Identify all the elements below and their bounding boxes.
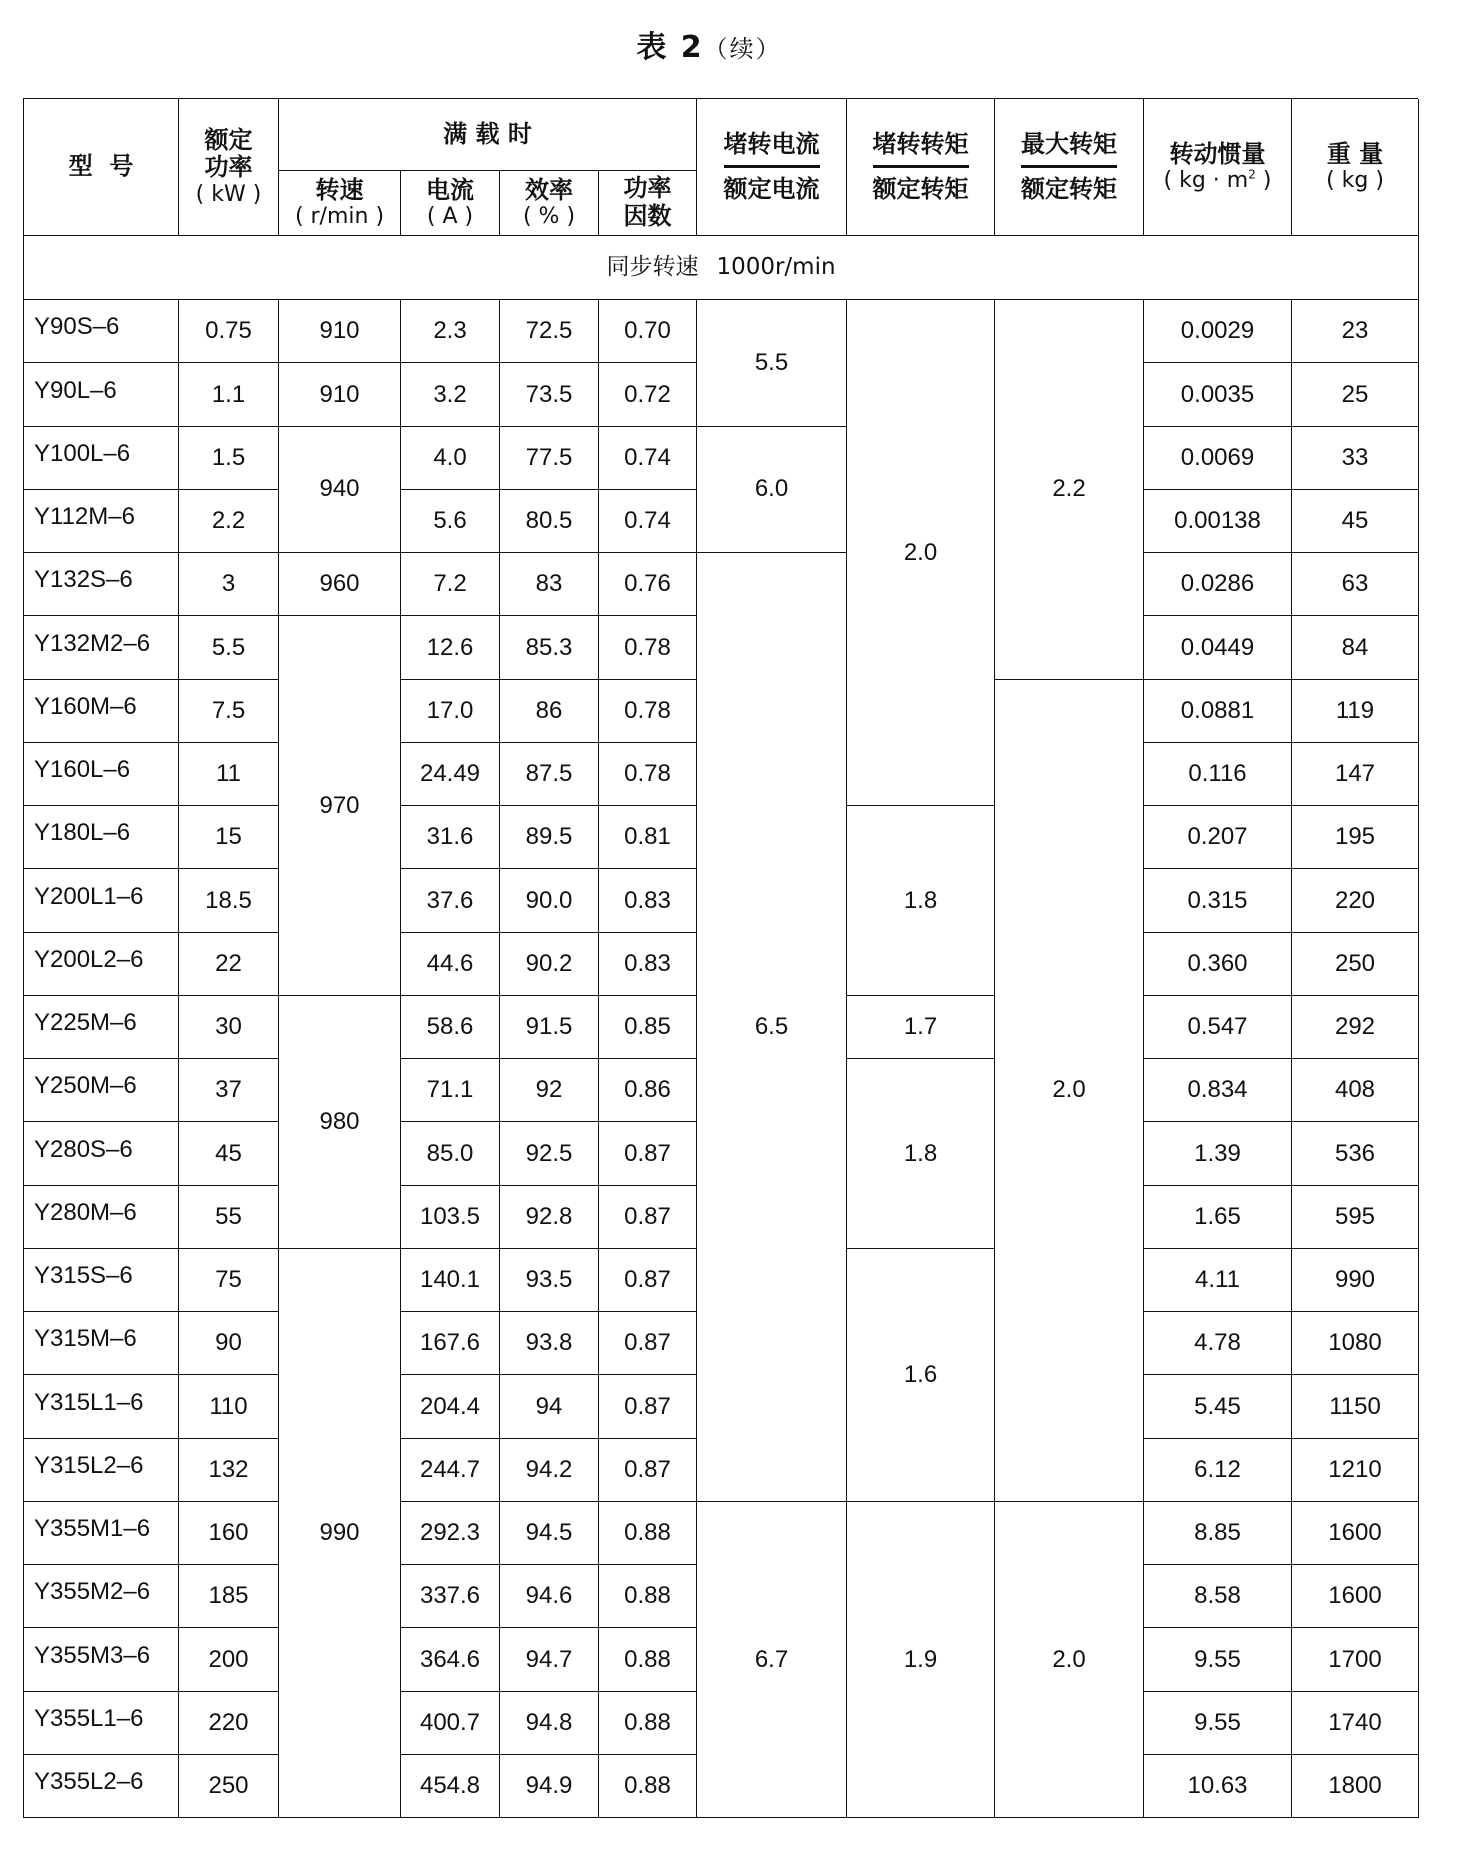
cell-rated-power: 11 xyxy=(179,743,279,806)
cell-power-factor: 0.70 xyxy=(599,300,697,363)
cell-rated-power: 90 xyxy=(179,1312,279,1375)
cell-current: 292.3 xyxy=(401,1502,500,1565)
cell-max-torque-ratio: 2.2 xyxy=(995,300,1144,680)
cell-current: 204.4 xyxy=(401,1375,500,1438)
header-power-factor xyxy=(599,171,697,236)
cell-rated-power: 18.5 xyxy=(179,869,279,932)
cell-weight: 292 xyxy=(1292,996,1419,1059)
cell-speed: 910 xyxy=(279,300,401,363)
cell-rated-power: 185 xyxy=(179,1565,279,1628)
header-locked-current-ratio xyxy=(697,99,847,236)
cell-weight: 84 xyxy=(1292,616,1419,679)
cell-model: Y315M–6 xyxy=(24,1312,179,1375)
cell-model: Y315S–6 xyxy=(24,1249,179,1312)
cell-model: Y200L1–6 xyxy=(24,869,179,932)
cell-speed: 980 xyxy=(279,996,401,1249)
cell-inertia: 1.39 xyxy=(1144,1122,1292,1185)
header-rated-power-line2: 功率 xyxy=(204,153,253,182)
cell-rated-power: 200 xyxy=(179,1628,279,1691)
cell-inertia: 6.12 xyxy=(1144,1439,1292,1502)
cell-speed: 990 xyxy=(279,1249,401,1818)
cell-weight: 990 xyxy=(1292,1249,1419,1312)
cell-locked-current-ratio: 6.0 xyxy=(697,427,847,554)
cell-rated-power: 132 xyxy=(179,1439,279,1502)
cell-current: 244.7 xyxy=(401,1439,500,1502)
cell-inertia: 4.11 xyxy=(1144,1249,1292,1312)
header-rated-power-line1: 额定 xyxy=(204,125,253,154)
cell-locked-torque-ratio: 1.9 xyxy=(847,1502,995,1818)
cell-current: 17.0 xyxy=(401,680,500,743)
cell-inertia: 0.360 xyxy=(1144,933,1292,996)
section-sync-speed xyxy=(24,236,1419,300)
cell-weight: 220 xyxy=(1292,869,1419,932)
cell-model: Y355L2–6 xyxy=(24,1755,179,1818)
cell-current: 37.6 xyxy=(401,869,500,932)
cell-weight: 1700 xyxy=(1292,1628,1419,1691)
cell-rated-power: 15 xyxy=(179,806,279,869)
cell-current: 24.49 xyxy=(401,743,500,806)
cell-model: Y200L2–6 xyxy=(24,933,179,996)
cell-weight: 1600 xyxy=(1292,1502,1419,1565)
cell-rated-power: 5.5 xyxy=(179,616,279,679)
cell-rated-power: 1.1 xyxy=(179,363,279,426)
cell-efficiency: 83 xyxy=(500,553,599,616)
cell-rated-power: 37 xyxy=(179,1059,279,1122)
header-efficiency-unit: ( % ) xyxy=(522,204,576,230)
header-full-load xyxy=(279,99,697,171)
cell-efficiency: 92 xyxy=(500,1059,599,1122)
cell-rated-power: 0.75 xyxy=(179,300,279,363)
cell-power-factor: 0.85 xyxy=(599,996,697,1059)
header-max-torque-numerator: 最大转矩 xyxy=(1021,131,1117,168)
header-model xyxy=(24,99,179,236)
table-title xyxy=(0,22,1418,66)
cell-efficiency: 94.6 xyxy=(500,1565,599,1628)
cell-locked-current-ratio: 5.5 xyxy=(697,300,847,427)
header-locked-torque-denominator: 额定转矩 xyxy=(872,174,969,203)
cell-rated-power: 7.5 xyxy=(179,680,279,743)
cell-weight: 1800 xyxy=(1292,1755,1419,1818)
cell-weight: 33 xyxy=(1292,427,1419,490)
cell-model: Y90S–6 xyxy=(24,300,179,363)
cell-rated-power: 75 xyxy=(179,1249,279,1312)
cell-power-factor: 0.81 xyxy=(599,806,697,869)
cell-model: Y355M3–6 xyxy=(24,1628,179,1691)
header-current-label: 电流 xyxy=(426,175,474,204)
cell-current: 7.2 xyxy=(401,553,500,616)
header-speed xyxy=(279,171,401,236)
cell-power-factor: 0.88 xyxy=(599,1628,697,1691)
header-locked-current-denominator: 额定电流 xyxy=(723,174,820,203)
cell-model: Y132S–6 xyxy=(24,553,179,616)
cell-rated-power: 22 xyxy=(179,933,279,996)
cell-power-factor: 0.78 xyxy=(599,616,697,679)
cell-power-factor: 0.88 xyxy=(599,1565,697,1628)
header-rated-power xyxy=(179,99,279,236)
cell-inertia: 1.65 xyxy=(1144,1186,1292,1249)
cell-speed: 970 xyxy=(279,616,401,996)
cell-efficiency: 73.5 xyxy=(500,363,599,426)
table-title-continued: （续） xyxy=(703,35,782,63)
cell-inertia: 0.315 xyxy=(1144,869,1292,932)
cell-model: Y250M–6 xyxy=(24,1059,179,1122)
cell-weight: 25 xyxy=(1292,363,1419,426)
header-speed-unit: ( r/min ) xyxy=(294,204,385,230)
cell-locked-current-ratio: 6.7 xyxy=(697,1502,847,1818)
header-max-torque-denominator: 额定转矩 xyxy=(1021,174,1117,203)
cell-model: Y160M–6 xyxy=(24,680,179,743)
header-inertia xyxy=(1144,99,1292,236)
cell-rated-power: 2.2 xyxy=(179,490,279,553)
cell-model: Y180L–6 xyxy=(24,806,179,869)
cell-efficiency: 93.8 xyxy=(500,1312,599,1375)
section-sync-speed-value: 1000r/min xyxy=(716,254,836,281)
cell-model: Y315L1–6 xyxy=(24,1375,179,1438)
cell-efficiency: 94.7 xyxy=(500,1628,599,1691)
cell-current: 140.1 xyxy=(401,1249,500,1312)
cell-max-torque-ratio: 2.0 xyxy=(995,1502,1144,1818)
cell-weight: 119 xyxy=(1292,680,1419,743)
cell-power-factor: 0.88 xyxy=(599,1502,697,1565)
cell-current: 103.5 xyxy=(401,1186,500,1249)
header-inertia-unit-end: ) xyxy=(1255,168,1272,194)
header-max-torque-ratio xyxy=(995,99,1144,236)
header-full-load-label: 满 载 时 xyxy=(443,119,532,148)
header-rated-power-unit: ( kW ) xyxy=(195,181,262,207)
header-model-label: 型 号 xyxy=(68,152,134,181)
header-weight-unit: ( kg ) xyxy=(1326,168,1384,194)
cell-power-factor: 0.83 xyxy=(599,869,697,932)
cell-inertia: 9.55 xyxy=(1144,1628,1292,1691)
header-inertia-unit xyxy=(1164,168,1272,193)
cell-locked-current-ratio: 6.5 xyxy=(697,553,847,1502)
header-power-factor-line2: 因数 xyxy=(623,202,672,230)
cell-model: Y355M1–6 xyxy=(24,1502,179,1565)
header-inertia-unit-text: ( kg · m xyxy=(1163,168,1249,194)
header-current-unit: ( A ) xyxy=(426,204,474,230)
cell-efficiency: 90.0 xyxy=(500,869,599,932)
cell-model: Y112M–6 xyxy=(24,490,179,553)
cell-weight: 45 xyxy=(1292,490,1419,553)
cell-power-factor: 0.76 xyxy=(599,553,697,616)
cell-efficiency: 77.5 xyxy=(500,427,599,490)
cell-weight: 1600 xyxy=(1292,1565,1419,1628)
cell-inertia: 0.547 xyxy=(1144,996,1292,1059)
cell-model: Y280M–6 xyxy=(24,1186,179,1249)
cell-model: Y90L–6 xyxy=(24,363,179,426)
cell-weight: 195 xyxy=(1292,806,1419,869)
cell-weight: 63 xyxy=(1292,553,1419,616)
header-power-factor-line1: 功率 xyxy=(623,174,672,203)
table-title-main: 表 2 xyxy=(636,30,704,65)
cell-efficiency: 90.2 xyxy=(500,933,599,996)
cell-power-factor: 0.83 xyxy=(599,933,697,996)
cell-weight: 1740 xyxy=(1292,1692,1419,1755)
cell-rated-power: 55 xyxy=(179,1186,279,1249)
cell-current: 4.0 xyxy=(401,427,500,490)
cell-current: 167.6 xyxy=(401,1312,500,1375)
cell-rated-power: 110 xyxy=(179,1375,279,1438)
header-efficiency-label: 效率 xyxy=(525,175,573,204)
header-current xyxy=(401,171,500,236)
cell-efficiency: 85.3 xyxy=(500,616,599,679)
cell-rated-power: 160 xyxy=(179,1502,279,1565)
cell-weight: 1080 xyxy=(1292,1312,1419,1375)
cell-model: Y225M–6 xyxy=(24,996,179,1059)
cell-efficiency: 94 xyxy=(500,1375,599,1438)
cell-inertia: 9.55 xyxy=(1144,1692,1292,1755)
cell-weight: 250 xyxy=(1292,933,1419,996)
cell-locked-torque-ratio: 1.7 xyxy=(847,996,995,1059)
cell-locked-torque-ratio: 1.8 xyxy=(847,806,995,996)
header-weight xyxy=(1292,99,1419,236)
cell-inertia: 5.45 xyxy=(1144,1375,1292,1438)
cell-weight: 147 xyxy=(1292,743,1419,806)
cell-inertia: 4.78 xyxy=(1144,1312,1292,1375)
cell-efficiency: 94.8 xyxy=(500,1692,599,1755)
cell-inertia: 8.58 xyxy=(1144,1565,1292,1628)
header-inertia-unit-sup: 2 xyxy=(1248,167,1256,182)
cell-current: 85.0 xyxy=(401,1122,500,1185)
motor-spec-table xyxy=(23,98,1418,1818)
cell-power-factor: 0.87 xyxy=(599,1312,697,1375)
cell-rated-power: 30 xyxy=(179,996,279,1059)
cell-speed: 910 xyxy=(279,363,401,426)
cell-inertia: 0.116 xyxy=(1144,743,1292,806)
cell-inertia: 0.0881 xyxy=(1144,680,1292,743)
cell-model: Y280S–6 xyxy=(24,1122,179,1185)
cell-efficiency: 94.2 xyxy=(500,1439,599,1502)
cell-inertia: 0.0286 xyxy=(1144,553,1292,616)
cell-rated-power: 250 xyxy=(179,1755,279,1818)
cell-current: 337.6 xyxy=(401,1565,500,1628)
cell-power-factor: 0.87 xyxy=(599,1122,697,1185)
cell-efficiency: 92.8 xyxy=(500,1186,599,1249)
cell-current: 71.1 xyxy=(401,1059,500,1122)
cell-speed: 940 xyxy=(279,427,401,554)
cell-power-factor: 0.74 xyxy=(599,427,697,490)
cell-rated-power: 3 xyxy=(179,553,279,616)
cell-efficiency: 87.5 xyxy=(500,743,599,806)
cell-model: Y355L1–6 xyxy=(24,1692,179,1755)
cell-inertia: 8.85 xyxy=(1144,1502,1292,1565)
cell-power-factor: 0.78 xyxy=(599,743,697,806)
cell-efficiency: 86 xyxy=(500,680,599,743)
cell-current: 44.6 xyxy=(401,933,500,996)
cell-model: Y315L2–6 xyxy=(24,1439,179,1502)
cell-locked-torque-ratio: 2.0 xyxy=(847,300,995,806)
cell-inertia: 0.0069 xyxy=(1144,427,1292,490)
cell-current: 5.6 xyxy=(401,490,500,553)
cell-current: 12.6 xyxy=(401,616,500,679)
cell-power-factor: 0.86 xyxy=(599,1059,697,1122)
cell-current: 400.7 xyxy=(401,1692,500,1755)
cell-power-factor: 0.72 xyxy=(599,363,697,426)
cell-efficiency: 92.5 xyxy=(500,1122,599,1185)
cell-rated-power: 220 xyxy=(179,1692,279,1755)
cell-weight: 1150 xyxy=(1292,1375,1419,1438)
cell-model: Y132M2–6 xyxy=(24,616,179,679)
cell-speed: 960 xyxy=(279,553,401,616)
cell-inertia: 10.63 xyxy=(1144,1755,1292,1818)
cell-power-factor: 0.87 xyxy=(599,1375,697,1438)
cell-efficiency: 80.5 xyxy=(500,490,599,553)
cell-power-factor: 0.78 xyxy=(599,680,697,743)
header-speed-label: 转速 xyxy=(315,175,364,204)
cell-efficiency: 94.9 xyxy=(500,1755,599,1818)
cell-efficiency: 93.5 xyxy=(500,1249,599,1312)
cell-model: Y160L–6 xyxy=(24,743,179,806)
cell-efficiency: 89.5 xyxy=(500,806,599,869)
cell-current: 364.6 xyxy=(401,1628,500,1691)
cell-model: Y100L–6 xyxy=(24,427,179,490)
cell-inertia: 0.0035 xyxy=(1144,363,1292,426)
header-locked-torque-numerator: 堵转转矩 xyxy=(873,131,969,168)
cell-inertia: 0.0449 xyxy=(1144,616,1292,679)
section-sync-speed-label: 同步转速 xyxy=(606,254,699,281)
cell-efficiency: 94.5 xyxy=(500,1502,599,1565)
cell-efficiency: 91.5 xyxy=(500,996,599,1059)
cell-rated-power: 1.5 xyxy=(179,427,279,490)
cell-inertia: 0.207 xyxy=(1144,806,1292,869)
cell-power-factor: 0.88 xyxy=(599,1755,697,1818)
cell-current: 3.2 xyxy=(401,363,500,426)
cell-current: 2.3 xyxy=(401,300,500,363)
header-efficiency xyxy=(500,171,599,236)
cell-power-factor: 0.74 xyxy=(599,490,697,553)
cell-power-factor: 0.87 xyxy=(599,1439,697,1502)
cell-max-torque-ratio: 2.0 xyxy=(995,680,1144,1502)
cell-power-factor: 0.88 xyxy=(599,1692,697,1755)
cell-current: 31.6 xyxy=(401,806,500,869)
cell-efficiency: 72.5 xyxy=(500,300,599,363)
cell-current: 454.8 xyxy=(401,1755,500,1818)
cell-weight: 595 xyxy=(1292,1186,1419,1249)
header-weight-label: 重 量 xyxy=(1326,139,1384,168)
cell-model: Y355M2–6 xyxy=(24,1565,179,1628)
header-inertia-label: 转动惯量 xyxy=(1169,139,1266,168)
header-locked-current-numerator: 堵转电流 xyxy=(724,131,820,168)
cell-locked-torque-ratio: 1.8 xyxy=(847,1059,995,1249)
cell-weight: 1210 xyxy=(1292,1439,1419,1502)
cell-rated-power: 45 xyxy=(179,1122,279,1185)
cell-current: 58.6 xyxy=(401,996,500,1059)
cell-power-factor: 0.87 xyxy=(599,1186,697,1249)
cell-locked-torque-ratio: 1.6 xyxy=(847,1249,995,1502)
cell-weight: 536 xyxy=(1292,1122,1419,1185)
cell-inertia: 0.834 xyxy=(1144,1059,1292,1122)
cell-power-factor: 0.87 xyxy=(599,1249,697,1312)
cell-weight: 23 xyxy=(1292,300,1419,363)
cell-inertia: 0.0029 xyxy=(1144,300,1292,363)
header-locked-torque-ratio xyxy=(847,99,995,236)
cell-weight: 408 xyxy=(1292,1059,1419,1122)
cell-inertia: 0.00138 xyxy=(1144,490,1292,553)
